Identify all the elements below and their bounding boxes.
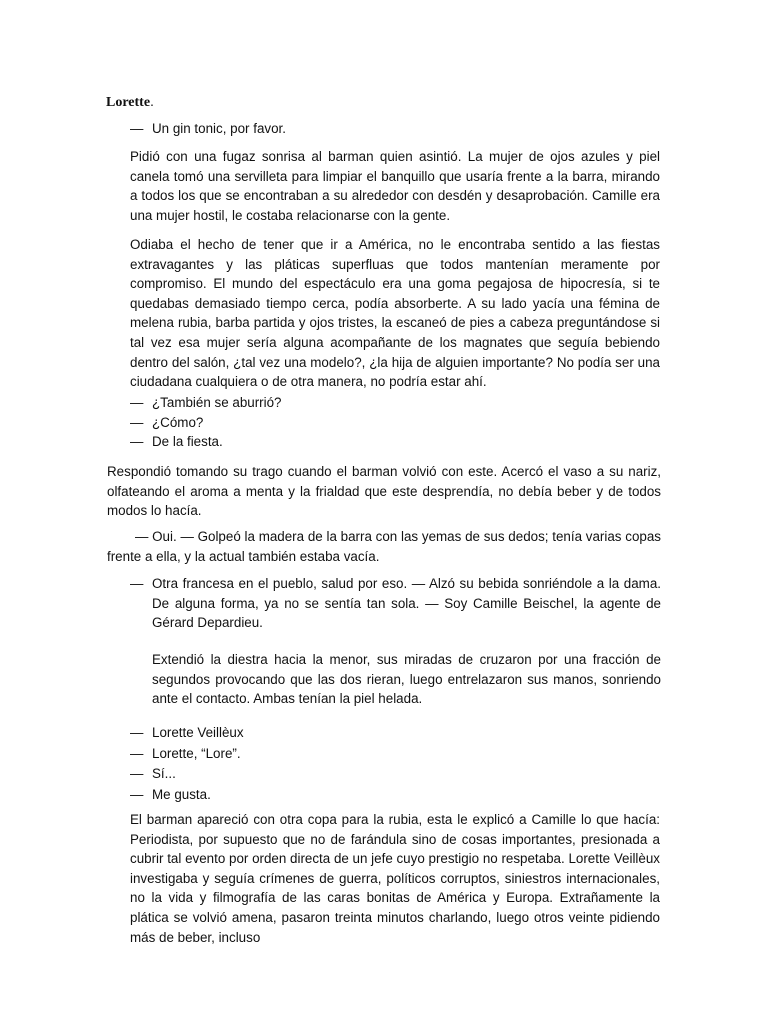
dialogue-line	[0, 744, 768, 765]
dialogue-line	[0, 393, 768, 413]
dialogue-line	[0, 723, 768, 744]
em-dash: —	[130, 414, 144, 430]
dialogue-text: ¿También se aburrió?	[152, 395, 282, 410]
dialogue-text: Otra francesa en el pueblo, salud por eso. — Alzó su bebida sonriéndole a la dama. De alguna forma, ya no se sentía tan sola. — Soy Camille Beischel, la agente de Gérard Depardieu.	[152, 576, 661, 631]
em-dash: —	[130, 121, 144, 136]
dialogue-text: Un gin tonic, por favor.	[152, 121, 286, 136]
paragraph: Odiaba el hecho de tener que ir a América, no le encontraba sentido a las fiestas extravagantes y las pláticas superfluas que todos mantenían meramente por compromiso. El mundo del espectáculo era una goma pegajosa de hipocresía, si te quedabas demasiado tiempo cerca, podía absorberte. A su lado yacía una fémina de melena rubia, barba partida y ojos tristes, la escaneó de pies a cabeza preguntándose si tal vez esa mujer sería alguna acompañante de los magnates que seguía bebiendo dentro del salón, ¿tal vez una modelo?, ¿la hija de alguien importante? No podía ser una ciudadana cualquiera o de otra manera, no podría estar ahí.	[130, 237, 660, 390]
dialogue-text: ¿Cómo?	[152, 414, 204, 430]
paragraph: Respondió tomando su trago cuando el barman volvió con este. Acercó el vaso a su nariz, olfateando el aroma a menta y la frialdad que este desprendía, no debía beber y de todos modos lo hacía.	[107, 464, 661, 519]
dialogue-line	[0, 432, 768, 452]
dialogue-group	[0, 723, 768, 803]
dialogue-group	[0, 393, 768, 453]
dialogue-line	[0, 764, 768, 785]
dialogue-text: Sí...	[152, 766, 176, 781]
paragraph: Extendió la diestra hacia la menor, sus miradas de cruzaron por una fracción de segundos provocando que las dos rieran, luego entrelazaron sus manos, sonriendo ante el contacto. Ambas tenían la piel helada.	[152, 652, 661, 707]
dialogue-text: De la fiesta.	[152, 434, 223, 450]
dialogue-text: Lorette, “Lore”.	[152, 745, 241, 761]
dialogue-text: Lorette Veillèux	[152, 725, 244, 740]
em-dash: —	[130, 766, 144, 781]
em-dash: —	[130, 434, 144, 450]
em-dash: —	[130, 745, 144, 761]
em-dash: —	[130, 725, 144, 740]
title-name: Lorette	[106, 95, 151, 110]
paragraph: El barman apareció con otra copa para la rubia, esta le explicó a Camille lo que hacía: Periodista, por supuesto que no de farándula sino de cosas importantes, presionada a cubrir tal evento por orden directa de un jefe cuyo prestigio no respetaba. Lorette Veillèux investigaba y seguía crímenes de guerra, políticos corruptos, siniestros internacionales, no la vida y filmografía de las caras bonitas de América y Europa. Extrañamente la plática se volvió amena, pasaron treinta minutos charlando, luego otros veinte pidiendo más de beber, incluso	[130, 812, 661, 945]
em-dash: —	[130, 395, 144, 410]
em-dash: —	[130, 576, 144, 591]
dialogue-line	[0, 413, 768, 433]
em-dash: —	[130, 786, 144, 802]
dialogue-text: Me gusta.	[152, 786, 211, 802]
paragraph: Pidió con una fugaz sonrisa al barman quien asintió. La mujer de ojos azules y piel canela tomó una servilleta para limpiar el banquillo que usaría frente a la barra, mirando a todos los que se encontraban a su alrededor con desdén y desaprobación. Camille era una mujer hostil, le costaba relacionarse con la gente.	[130, 149, 660, 223]
title-suffix: .	[150, 94, 154, 109]
dialogue-line	[0, 785, 768, 806]
paragraph: — Oui. — Golpeó la madera de la barra con las yemas de sus dedos; tenía varias copas frente a ella, y la actual también estaba vacía.	[107, 529, 661, 564]
section-title	[106, 92, 154, 113]
